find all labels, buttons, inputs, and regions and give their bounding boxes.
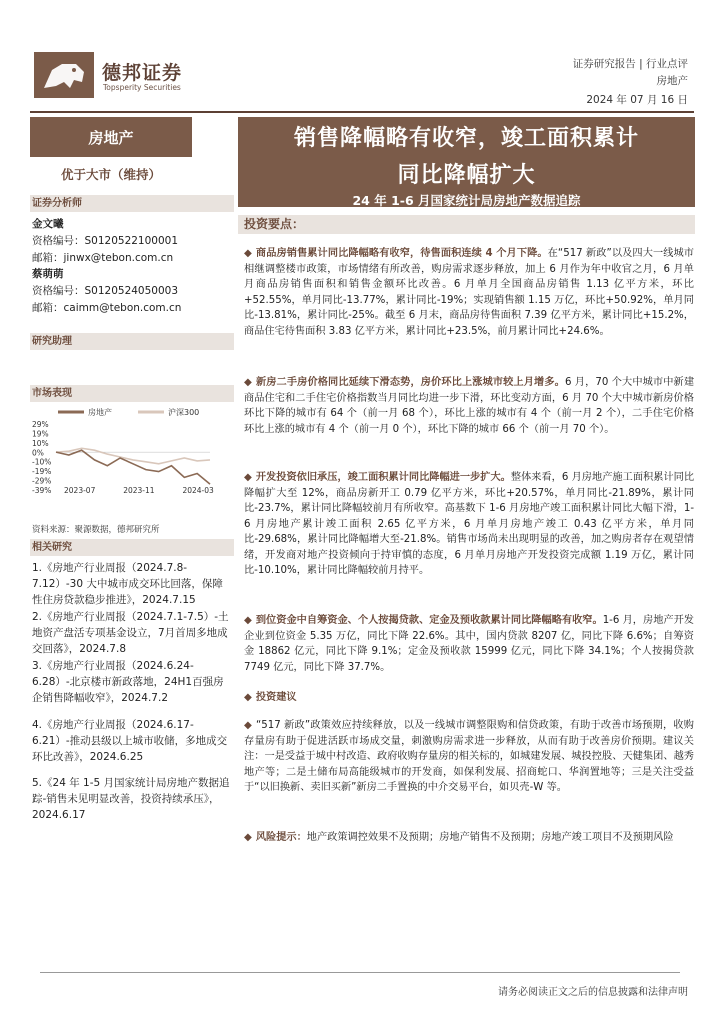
point-heading: 到位资金中自筹资金、个人按揭贷款、定金及预收款累计同比降幅略有收窄。 — [255, 615, 603, 626]
footer-disclaimer[interactable]: 请务必阅读正文之后的信息披露和法律声明 — [498, 987, 688, 998]
related-report-item[interactable]: 5.《24 年 1-5 月国家统计局房地产数据追踪-销售未见明显改善，投资持续承压》，2024.6.17 — [32, 777, 230, 821]
point-heading: 商品房销售累计同比降幅略有收窄，待售面积连续 4 个月下降。 — [255, 248, 548, 259]
sector-badge: 房地产 — [30, 117, 192, 157]
x-tick-label: 2023-07 — [64, 486, 96, 495]
bull-logo-icon — [34, 52, 94, 98]
y-tick-label: 19% — [32, 429, 49, 439]
legend-label: 沪深300 — [168, 408, 200, 417]
analyst-cert: 资格编号：S0120522100001 — [32, 235, 179, 247]
assistant-section-title: 研究助理 — [30, 333, 234, 350]
logo-name-en: Topsperity Securities — [103, 83, 181, 92]
chart-source: 资料来源：聚源数据，德邦研究所 — [32, 525, 160, 535]
legend-label: 房地产 — [88, 408, 112, 417]
y-tick-label: -29% — [32, 476, 52, 486]
analyst-cert: 资格编号：S0120524050003 — [32, 285, 179, 297]
y-tick-label: -19% — [32, 467, 52, 477]
rating-label: 优于大市（维持） — [60, 167, 161, 182]
bullet-icon: ◆ — [244, 615, 252, 626]
y-tick-label: -39% — [32, 486, 52, 495]
investment-point — [244, 470, 694, 579]
bullet-icon: ◆ — [244, 692, 252, 703]
y-tick-label: -10% — [32, 457, 52, 467]
series-line — [56, 450, 210, 484]
analyst-section-title: 证券分析师 — [30, 195, 234, 212]
analyst-name: 蔡萌萌 — [32, 268, 64, 280]
chart-svg — [30, 398, 234, 516]
y-tick-label: 29% — [32, 420, 49, 429]
point-heading: 新房二手房价格同比延续下滑态势，房价环比上涨城市较上月增多。 — [255, 377, 565, 388]
analyst-email[interactable]: 邮箱：caimm@tebon.com.cn — [32, 302, 182, 314]
point-body: 1-6 月，房地产开发企业到位资金 5.35 万亿，同比下降 22.6%。其中，国内贷款 8207 亿，同比下降 6.6%；自筹资金 18862 亿元，同比下降 9.1%；定金及预收款 15999 亿元，同比下降 34.1%；个人按揭贷款 7749 亿元，同比下降 37.7%。 — [244, 615, 694, 673]
bullet-icon: ◆ — [244, 377, 252, 388]
risk-label: 风险提示： — [255, 832, 307, 843]
report-date: 2024 年 07 月 16 日 — [586, 94, 688, 106]
related-report-item[interactable]: 1.《房地产行业周报（2024.7.8-7.12）-30 大中城市成交环比回落，保障性住房贷款稳步推进》，2024.7.15 — [32, 562, 223, 606]
bullet-icon: ◆ — [244, 832, 252, 843]
advice-text: “517 新政”政策效应持续释放，以及一线城市调整限购和信贷政策，有助于改善市场预期，收购存量房有助于促进活跃市场成交量，刺激购房需求进一步释放，从而有助于改善房价预期。建议关注：一是受益于城中村改造、政府收购存量房的相关标的，如城建发展、城投控股、天健集团、越秀地产等；二是土储布局高能级城市的开发商，如保利发展、招商蛇口、华润置地等；三是关注受益于“以旧换新、卖旧买新”新房二手置换的中介交易平台，如贝壳-W 等。 — [244, 720, 694, 793]
related-section-title: 相关研究 — [30, 539, 234, 556]
bullet-icon: ◆ — [244, 720, 253, 731]
risk-text: 地产政策调控效果不及预期；房地产销售不及预期；房地产竣工项目不及预期风险 — [306, 832, 674, 843]
related-report-item[interactable]: 4.《房地产行业周报（2024.6.17-6.21）-推动县级以上城市收储，多地成交环比改善》，2024.6.25 — [32, 719, 228, 763]
footer-divider — [40, 972, 680, 973]
y-tick-label: 10% — [32, 438, 49, 448]
advice-paragraph — [244, 718, 694, 796]
bullet-icon: ◆ — [244, 472, 252, 483]
point-body: 在“517 新政”以及四大一线城市相继调整楼市政策，市场情绪有所改善，购房需求逐步释放，加上 6 月作为年中收官之月，6 月单月商品房销售面积和销售金额环比改善。6 月单月全国商品房销售 1.13 亿平方米，环比+52.55%，单月同比-13.77%，累计同比-19%；实现销售额 1.15 万亿，环比+50.92%，单月同比-13.81%，累计同比-25%。截至 6 月末，商品房待售面积 7.39 亿平方米，累计同比+15.2%，商品住宅待售面积 3.83 亿平方米，累计同比+23.5%，前月累计同比+24.6%。 — [244, 248, 694, 337]
report-title-line2: 同比降幅扩大 — [397, 163, 536, 188]
logo-name-cn: 德邦证券 — [102, 62, 183, 84]
point-body: 整体来看，6 月房地产施工面积累计同比降幅扩大至 12%，商品房新开工 0.79 亿平方米，环比+20.57%，单月同比-21.89%，累计同比-23.7%，累计同比降幅较前月有所收窄。高基数下 1-6 月房地产竣工面积累计同比大幅下滑，1-6 月房地产累计竣工面积 2.65 亿平方米，6 月单月房地产竣工 0.43 亿平方米，单月同比-29.68%，累计同比降幅增大至-21.8%。销售市场尚未出现明显的改善，加之购房者存在观望情绪，开发商对地产投资倾向于持审慎的态度，6 月单月房地产开发投资完成额 1.19 万亿，累计同比-10.10%，累计同比降幅较前月持平。 — [244, 472, 695, 576]
bullet-icon: ◆ — [244, 248, 252, 259]
y-tick-label: 0% — [32, 448, 44, 458]
logo-mark — [34, 52, 94, 98]
point-body: 6 月，70 个大中城市中新建商品住宅和二手住宅价格指数当月同比均进一步下滑，环比变动方面，6 月 70 个大中城市新房价格环比下降的城市有 64 个（前一月 68 个），环比上涨的城市有 4 个（前一月 2 个），二手住宅价格环比上涨的城市有 4 个（前一月 0 个），环比下降的城市 66 个（前一月 70 个）。 — [244, 377, 695, 435]
analyst-email[interactable]: 邮箱：jinwx@tebon.com.cn — [32, 252, 174, 264]
related-report-item[interactable]: 3.《房地产行业周报（2024.6.24-6.28）-北京楼市新政落地，24H1百强房企销售降幅收窄》，2024.7.2 — [32, 660, 224, 704]
report-title-line1: 销售降幅略有收窄，竣工面积累计 — [293, 126, 639, 151]
x-tick-label: 2024-03 — [182, 486, 214, 495]
x-tick-label: 2023-11 — [123, 486, 155, 495]
investment-point — [244, 246, 694, 339]
investment-point — [244, 375, 694, 437]
market-performance-chart — [30, 398, 234, 516]
report-industry: 房地产 — [656, 75, 688, 87]
point-heading: 开发投资依旧承压，竣工面积累计同比降幅进一步扩大。 — [255, 472, 511, 483]
risk-paragraph — [244, 830, 694, 846]
market-section-title: 市场表现 — [30, 385, 234, 402]
advice-heading — [244, 690, 694, 706]
investment-section-title: 投资要点： — [238, 215, 695, 234]
header-divider — [30, 111, 694, 113]
investment-point — [244, 613, 694, 675]
report-subtitle: 24 年 1-6 月国家统计局房地产数据追踪 — [352, 193, 581, 208]
related-report-item[interactable]: 2.《房地产行业周报（2024.7.1-7.5）-土地资产盘活专项基金设立，7月首周多地成交回落》，2024.7.8 — [32, 611, 229, 655]
report-type: 证券研究报告 | 行业点评 — [572, 58, 688, 70]
advice-title: 投资建议 — [255, 692, 297, 703]
analyst-name: 金文曦 — [32, 218, 64, 230]
